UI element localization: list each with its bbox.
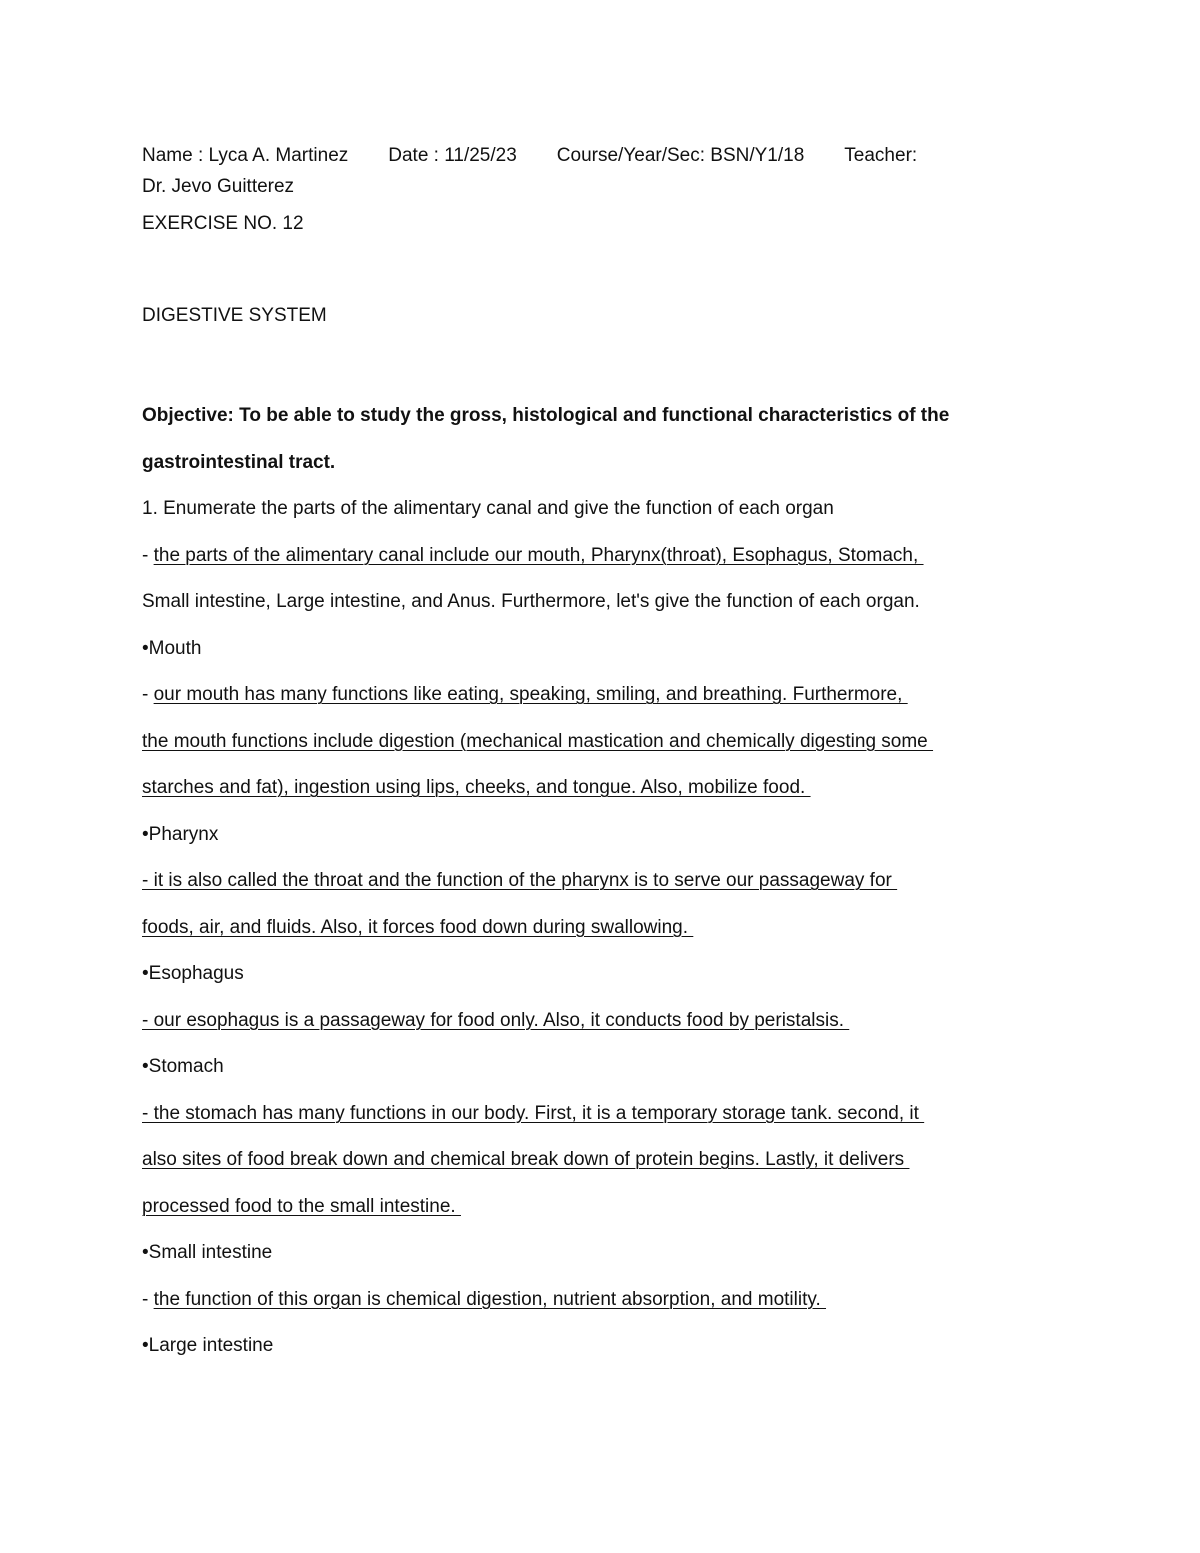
objective-line-2: gastrointestinal tract.	[142, 451, 336, 473]
subject-title: DIGESTIVE SYSTEM	[142, 305, 327, 326]
stomach-answer-2: also sites of food break down and chemical break down of protein begins. Lastly, it delivers	[142, 1149, 910, 1170]
small-intestine-dash: -	[142, 1288, 154, 1310]
small-intestine-answer-1: the function of this organ is chemical digestion, nutrient absorption, and motility.	[153, 1288, 827, 1310]
mouth-answer-1: our mouth has many functions like eating, speaking, smiling, and breathing. Furthermore,	[153, 684, 908, 705]
intro-answer-1: the parts of the alimentary canal include our mouth, Pharynx(throat), Esophagus, Stomach,	[153, 544, 924, 566]
stomach-line-1	[142, 1091, 1062, 1138]
student-name: Name : Lyca A. Martinez	[142, 145, 349, 166]
mouth-dash: -	[142, 684, 154, 705]
exercise-number: EXERCISE NO. 12	[142, 213, 304, 234]
question-1: 1. Enumerate the parts of the alimentary canal and give the function of each organ	[142, 498, 834, 519]
large-intestine-heading: •Large intestine	[142, 1335, 274, 1356]
teacher-label: Teacher:	[844, 145, 918, 166]
stomach-line-3	[142, 1184, 1062, 1231]
objective-line-1: Objective: To be able to study the gross, histological and functional characteristics of the	[142, 405, 950, 426]
stomach-answer-3: processed food to the small intestine.	[142, 1195, 461, 1217]
mouth-heading: •Mouth	[142, 637, 202, 659]
pharynx-line-2	[142, 905, 1062, 952]
intro-dash: -	[142, 544, 154, 566]
pharynx-line-1	[142, 858, 1062, 905]
mouth-line-2	[142, 719, 1062, 766]
course-year-section: Course/Year/Sec: BSN/Y1/18	[556, 145, 805, 166]
small-intestine-line-1	[142, 1277, 1062, 1324]
pharynx-heading: •Pharynx	[142, 823, 219, 845]
student-header	[142, 140, 1062, 202]
pharynx-answer-2: foods, air, and fluids. Also, it forces food down during swallowing.	[142, 916, 694, 938]
intro-line-1	[142, 533, 1062, 580]
intro-line-2: Small intestine, Large intestine, and Anus. Furthermore, let's give the function of each organ.	[142, 591, 920, 612]
esophagus-heading: •Esophagus	[142, 963, 244, 984]
stomach-answer-1: - the stomach has many functions in our body. First, it is a temporary storage tank. second, it	[142, 1102, 925, 1124]
mouth-answer-3: starches and fat), ingestion using lips, cheeks, and tongue. Also, mobilize food.	[142, 777, 811, 798]
pharynx-answer-1: - it is also called the throat and the function of the pharynx is to serve our passageway for	[142, 870, 898, 891]
esophagus-line-1	[142, 998, 1062, 1045]
small-intestine-heading: •Small intestine	[142, 1242, 273, 1263]
mouth-line-1	[142, 672, 1062, 719]
document-body	[142, 140, 1062, 1370]
teacher-name: Dr. Jevo Guitterez	[142, 176, 295, 197]
objective	[142, 393, 1062, 486]
mouth-line-3	[142, 765, 1062, 812]
esophagus-answer-1: - our esophagus is a passageway for food only. Also, it conducts food by peristalsis.	[142, 1009, 850, 1031]
stomach-line-2	[142, 1137, 1062, 1184]
mouth-answer-2: the mouth functions include digestion (mechanical mastication and chemically digesting some	[142, 730, 934, 752]
stomach-heading: •Stomach	[142, 1056, 224, 1077]
submission-date: Date : 11/25/23	[388, 145, 517, 166]
